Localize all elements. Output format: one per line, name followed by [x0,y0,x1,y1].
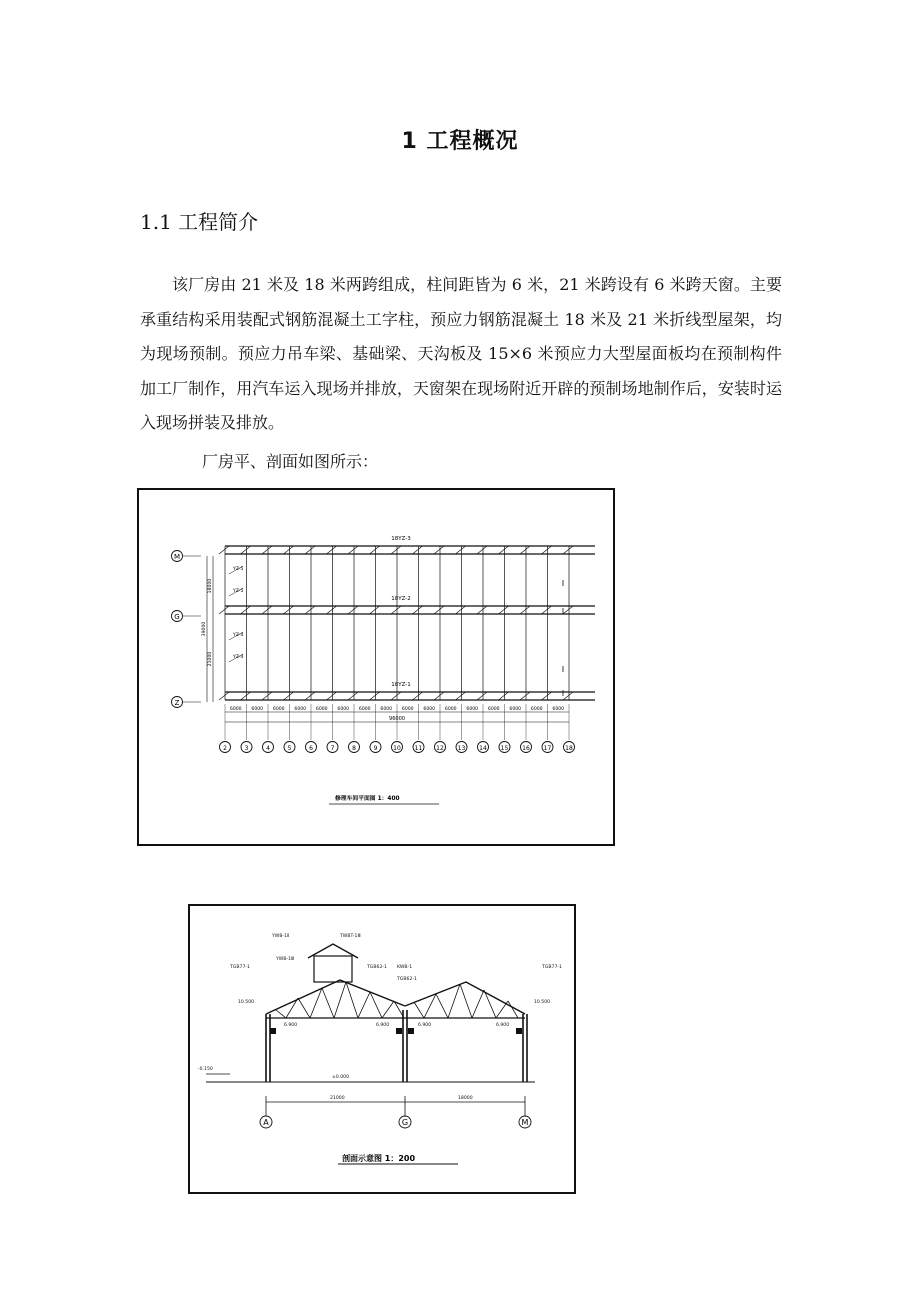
label-tgb-mid2: TGB62-1 [397,977,417,982]
rail-hatch [563,546,573,554]
bay-dim: 6000 [229,707,242,712]
label-tgb-left: TGB77-1 [230,965,250,970]
section-caption: 剖面示意图 1：200 [342,1154,416,1163]
rail-hatch [305,546,315,554]
rail-hatch [477,546,487,554]
vertical-dim: 18000 [208,578,213,594]
column-axis-label: 9 [373,745,378,752]
bay-dim: 6000 [444,707,457,712]
column-axis-label: 17 [543,745,552,752]
bay-dim: 6000 [251,707,264,712]
rail-hatch [370,546,380,554]
row-axis-label: M [173,553,181,561]
column-axis-label: 7 [330,745,335,752]
row-axis-label: G [174,613,180,621]
label-ywb-top: YWB-1Ⅱ [272,934,290,939]
column-axis-label: 5 [287,745,292,752]
row-label: 18YZ-1 [391,682,411,688]
label-span-right: 18000 [458,1096,473,1101]
label-ywb-left: YWB-1Ⅲ [276,957,295,962]
label-elev-right: 10.500 [534,1000,551,1005]
column-axis-label: 6 [309,745,313,752]
rail-hatch [477,606,487,614]
rail-hatch [327,546,337,554]
side-label: YZ-5 [233,589,244,594]
bay-dim: 6000 [272,707,285,712]
axis-label-m: M [521,1118,529,1127]
rail-hatch [520,692,530,700]
label-crane2: 6.900 [376,1023,390,1028]
label-ground: -0.150 [198,1067,213,1072]
rail-hatch [434,606,444,614]
rail-hatch [520,546,530,554]
label-crane1: 6.900 [284,1023,298,1028]
rail-hatch [241,692,251,700]
column-axis-label: 10 [393,745,401,752]
rail-hatch [219,692,229,700]
rail-hatch [563,692,573,700]
rail-hatch [520,606,530,614]
bay-dim: 6000 [358,707,371,712]
rail-hatch [284,606,294,614]
rail-hatch [542,546,552,554]
rail-hatch [563,606,573,614]
rail-hatch [499,606,509,614]
label-elev-left: 10.500 [238,1000,255,1005]
axis-label-g: G [401,1118,409,1127]
vertical-dim: 21000 [208,651,213,667]
rail-hatch [456,692,466,700]
label-crane3: 6.900 [418,1023,432,1028]
bay-dim: 6000 [401,707,414,712]
column-axis-label: 3 [244,745,249,752]
column-axis-label: 16 [522,745,530,752]
rail-hatch [370,692,380,700]
rail-hatch [477,692,487,700]
bay-dim: 6000 [552,707,565,712]
bay-dim: 6000 [315,707,328,712]
plan-drawing [139,490,613,844]
bay-dim: 6000 [380,707,393,712]
column-axis-label: 15 [500,745,509,752]
column-axis-label: 13 [457,745,466,752]
figure-intro: 厂房平、剖面如图所示： [202,452,379,471]
rail-hatch [542,606,552,614]
columns [266,1010,527,1082]
label-tgb-right: TGB77-1 [542,965,562,970]
rail-hatch [391,606,401,614]
bay-dim: 6000 [509,707,522,712]
skylight-frame [314,956,352,982]
row-axis-label: Z [174,699,180,707]
bay-dim: 6000 [294,707,307,712]
row-label: 18YZ-3 [391,536,411,542]
bay-dim: 6000 [466,707,479,712]
rail-hatch [413,606,423,614]
roof-left [266,980,405,1014]
rail-hatch [348,606,358,614]
rail-hatch [262,546,272,554]
rail-hatch [542,692,552,700]
side-label: YZ-5 [233,567,244,572]
column-axis-label: 8 [352,745,356,752]
rail-hatch [327,692,337,700]
label-crane4: 6.900 [496,1023,510,1028]
column-axis-label: 14 [479,745,487,752]
rail-hatch [348,692,358,700]
rail-hatch [219,546,229,554]
crane-beams [270,1028,522,1034]
label-tgb-mid: TGB62-1 [367,965,387,970]
rail-hatch [241,546,251,554]
rail-hatch [305,606,315,614]
vertical-dim: 39000 [202,621,207,637]
rail-hatch [348,546,358,554]
column-axis-label: 2 [223,745,227,752]
rail-hatch [391,692,401,700]
total-dim: 96000 [389,716,405,722]
rail-hatch [262,606,272,614]
side-label: YZ-4 [233,633,244,638]
axis-label-a: A [263,1118,269,1127]
section-title: 1 工程概况 [401,129,519,154]
rail-hatch [391,546,401,554]
rail-hatch [305,692,315,700]
rail-hatch [499,546,509,554]
rail-hatch [434,692,444,700]
side-label: YZ-4 [233,655,244,660]
plan-caption: 修理车间平面图 1：400 [335,796,400,802]
section-figure [188,904,576,1194]
bay-dim: 6000 [487,707,500,712]
rail-hatch [370,606,380,614]
rail-hatch [262,692,272,700]
rail-hatch [499,692,509,700]
rail-hatch [241,606,251,614]
rail-hatch [413,546,423,554]
column-axis-label: 4 [266,745,270,752]
label-kwb: KWB-1 [397,965,413,970]
bay-dim: 6000 [530,707,543,712]
plan-figure [137,488,615,846]
rail-hatch [219,606,229,614]
subsection-title: 1.1 工程简介 [140,210,259,234]
bay-dim: 6000 [337,707,350,712]
bay-dim: 6000 [423,707,436,712]
rail-hatch [327,606,337,614]
rail-hatch [413,692,423,700]
label-span-left: 21000 [330,1096,345,1101]
rail-hatch [456,606,466,614]
column-axis-label: 11 [414,745,423,752]
rail-hatch [284,692,294,700]
label-floor: ±0.000 [332,1075,350,1080]
rail-hatch [456,546,466,554]
rail-hatch [284,546,294,554]
label-twt-top: TWBT-1Ⅲ [340,934,361,939]
column-axis-label: 18 [565,745,573,752]
row-label: 18YZ-2 [391,596,411,602]
rail-hatch [434,546,444,554]
column-axis-label: 12 [436,745,444,752]
section-drawing [190,906,574,1192]
project-description: 该厂房由 21 米及 18 米两跨组成，柱间距皆为 6 米，21 米跨设有 6 米跨天窗。主要承重结构采用装配式钢筋混凝土工字柱，预应力钢筋混凝土 18 米及 21 米折线型屋架，均为现场预制。预应力吊车梁、基础梁、天沟板及 15×6 米预应力大型屋面板均在预制构件加工厂制作，用汽车运入现场并排放，天窗架在现场附近开辟的预制场地制作后，安装时运入现场拼装及排放。 [140,275,782,432]
